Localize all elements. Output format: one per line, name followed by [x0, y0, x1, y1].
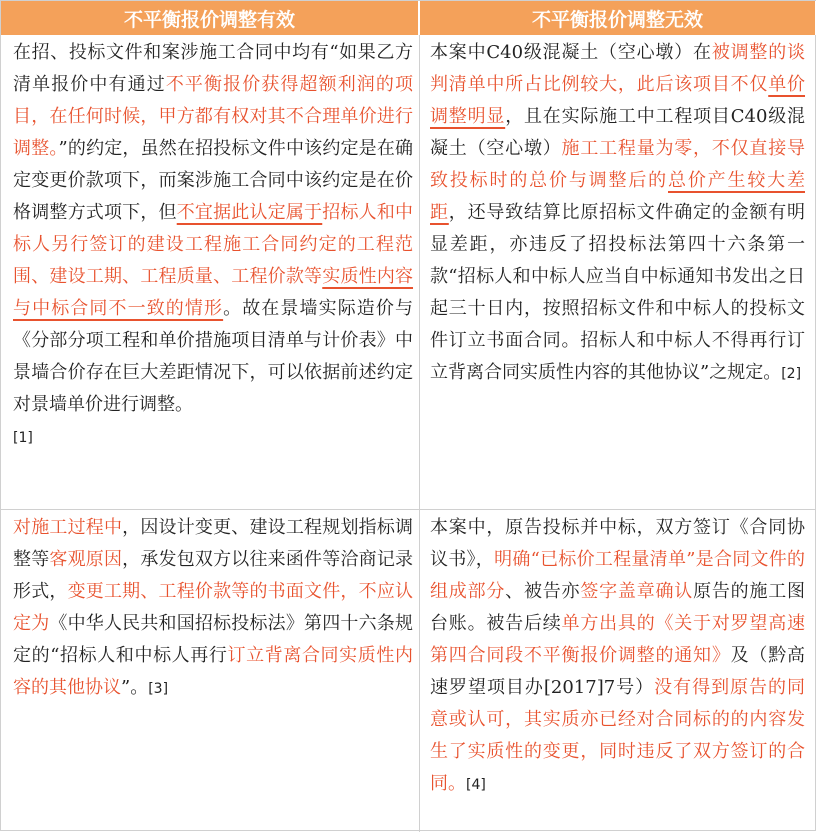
case-3-text: [1, 510, 420, 832]
case-4-text: [420, 510, 816, 832]
segment: 、被告亦: [505, 581, 581, 602]
segment: 实质性内容与中标合同不一致的情形: [13, 266, 414, 319]
segment: 不宜据此认定属于: [176, 202, 323, 223]
segment: 原告的施工图台账。被告后续: [430, 581, 806, 634]
segment: 招标人和中标人另行签订的建设工程施工合同约定的工程范围、建设工期、工程质量、工程价款等: [13, 202, 414, 287]
segment: 对施工过程中: [13, 517, 123, 538]
segment: 订立背离合同实质性内容的其他协议: [13, 645, 413, 698]
segment: 单方出具的《关于对罗望高速第四合同段不平衡报价调整的通知》: [430, 613, 806, 666]
segment: 客观原因: [49, 549, 123, 570]
segment: 没有得到原告的同意或认可，其实质亦已经对合同标的的内容发生了实质性的变更，同时违反了双方签订的合同。: [430, 677, 806, 794]
segment: 及（黔高速罗望项目办[2017]7号）: [430, 645, 806, 698]
citation-ref: [2]: [781, 366, 802, 382]
case-2-text: [420, 35, 816, 510]
segment: 施工工程量为零，不仅直接导致投标时的总价与调整后的: [430, 138, 806, 191]
citation-ref: [4]: [466, 777, 486, 793]
segment: 被调整的谈判清单中所占比例较大，此后该项目不仅: [430, 42, 805, 95]
segment: ，因设计变更、建设工程规划指标调整等: [13, 517, 414, 570]
segment: 。故在景墙实际造价与《分部分项工程和单价措施项目清单与计价表》中景墙合价存在巨大差距情况下，可以依据前述约定对景墙单价进行调整。: [13, 298, 414, 415]
case-1-text: [1, 35, 420, 510]
segment: ，承发包双方以往来函件等洽商记录形式，: [13, 549, 414, 602]
segment: 单价调整明显: [430, 74, 806, 127]
segment: ，且在实际施工中工程项目C40级混凝土（空心墩）: [430, 106, 805, 159]
segment: 签字盖章确认: [580, 581, 694, 602]
segment: 总价产生较大差距: [430, 170, 805, 223]
segment: ”。: [121, 677, 149, 698]
segment: 本案中，原告投标并中标，双方签订《合同协议书》，: [430, 517, 805, 570]
segment: 《中华人民共和国招标投标法》第四十六条规定的“招标人和中标人再行: [13, 613, 414, 666]
segment: 不平衡报价获得超额利润的项目，在任何时候，甲方都有权对其不合理单价进行调整。: [13, 74, 414, 159]
segment: 明确“已标价工程量清单”是合同文件的组成部分: [430, 549, 806, 602]
segment: 变更工期、工程价款等的书面文件，不应认定为: [13, 581, 414, 634]
segment: ”的约定，虽然在招投标文件中该约定是在确定变更价款项下，而案涉施工合同中该约定是在价格调整方式项下，但: [13, 138, 414, 223]
citation-ref: [1]: [13, 430, 33, 446]
segment: 本案中C40级混凝土（空心墩）在: [430, 42, 712, 63]
segment: ，还导致结算比原招标文件确定的金额有明显差距，亦违反了招投标法第四十六条第一款“招标人和中标人应当自中标通知书发出之日起三十日内，按照招标文件和中标人的投标文件订立书面合同。招标人和中标人不得再行订立背离合同实质性内容的其他协议”之规定。: [430, 202, 806, 383]
header-invalid: 不平衡报价调整无效: [420, 1, 816, 35]
citation-ref: [3]: [148, 681, 169, 697]
header-valid: 不平衡报价调整有效: [1, 1, 420, 35]
segment: 在招、投标文件和案涉施工合同中均有“如果乙方清单报价中有通过: [13, 42, 413, 95]
